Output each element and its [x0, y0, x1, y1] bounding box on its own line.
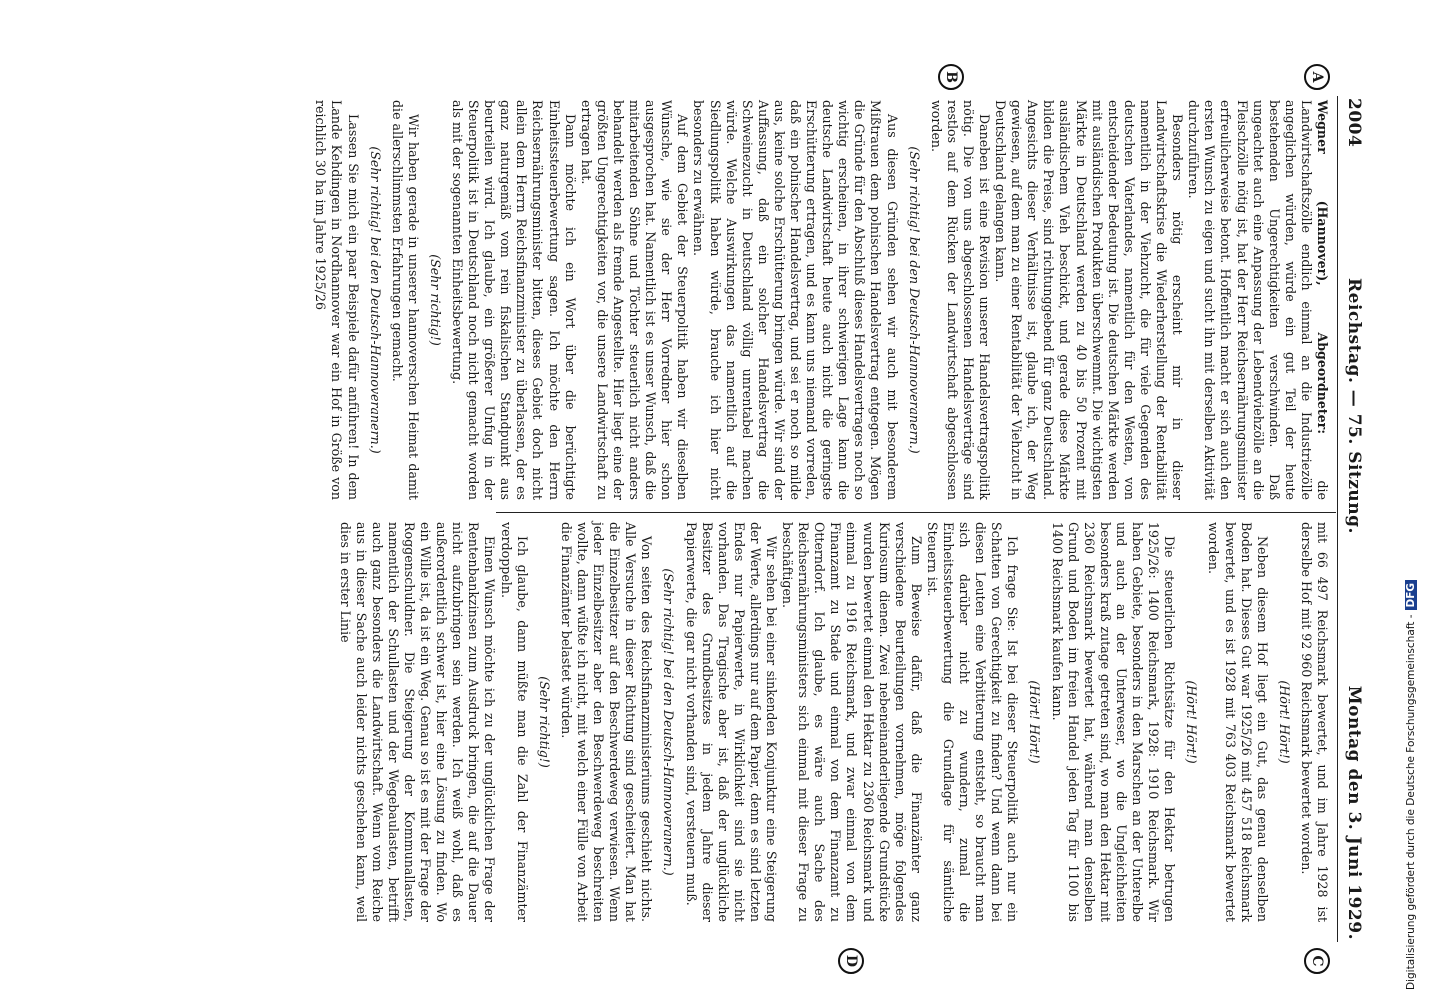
margin-mark-a: A [1304, 64, 1330, 90]
credit-text: Digitalisierung gefördert durch die Deutsche Forschungsgemeinschaft - [1405, 614, 1417, 990]
margin-mark-c: C [1304, 948, 1330, 974]
paragraph: Ich glaube, dann müßte man die Zahl der Finanzämter verdoppeln. [498, 522, 530, 922]
margin-mark-b: B [938, 64, 964, 90]
page-header [1338, 98, 1364, 940]
interjection: (Hört! Hört!) [1027, 680, 1043, 764]
paragraph: mit 66 497 Reichsmark bewertet, und im Jahre 1928 ist derselbe Hof mit 92 960 Reichsmark bewertet worden. [1298, 522, 1330, 922]
session-title: Reichstag. — 75. Sitzung. [1344, 278, 1364, 534]
interjection: (Sehr richtig! bei den Deutsch-Hannoveranern.) [661, 568, 677, 876]
paragraph: Besonders nötig erscheint mir in dieser Landwirtschaftskrise die Wiederherstellung der Rentabilität namentlich in der Viehzucht, die für viele Gegenden des deutschen Vaterlandes, namentlich für den Westen, von entscheidender Bedeutung ist. Die deutschen Märkte werden mit ausländischen Produkten überschwemmt. Die wichtigsten Märkte in Deutschland werden zu 40 bis 50 Prozent mit ausländischem Vieh beschickt, und gerade diese Märkte bilden die Preise, sind richtunggebend für ganz Deutschland. Angesichts dieser Verhältnisse ist, glaube ich, der Weg gewiesen, auf dem man zu einer Rentabilität der Viehzucht in Deutschland gelangen kann. [993, 100, 1186, 500]
digitization-credit-text [1404, 582, 1418, 990]
digitization-credit [1404, 582, 1418, 990]
paragraph: Aus diesen Gründen sehen wir auch mit besonderem Mißtrauen dem polnischen Handelsvertrag entgegen. Mögen die Gründe für den Abschluß dieses Handelsvertrages noch so wichtig erscheinen, in ihrer schwierigen Lage kann die deutsche Landwirtschaft heute auch nicht die geringste Erschütterung ertragen, und es kann uns niemand vorreden, daß ein polnischer Handelsvertrag, und sei er noch so milde aus, keine solche Erschütterung bringen würde. Wir sind der Auffassung, daß ein solcher Handelsvertrag die Schweinezucht in Deutschland völlig unrentabel machen würde. Welche Auswirkungen das namentlich auf die Siedlungspolitik haben würde, brauche ich hier nicht besonders zu erwähnen. [691, 100, 900, 500]
header-rule [1337, 96, 1338, 942]
paragraph: Wir sehen bei einer sinkenden Konjunktur eine Steigerung der Werte, allerdings nur auf dem Papier, denn es sind letzten Endes nur Papierwerte, in Wirklichkeit sind sie nicht vorhanden. Das Tragische aber ist, daß der unglückliche Besitzer des Grundbesitzes in jedem Jahre dieser Papierwerte, die gar nicht vorhanden sind, versteuern muß. [683, 522, 779, 922]
paragraph: Auf dem Gebiet der Steuerpolitik haben wir dieselben Wünsche, wie sie der Herr Vorredner hier schon ausgesprochen hat. Namentlich ist es unser Wunsch, daß die mitarbeitenden Söhne und Töchter steuerlich nicht anders behandelt werden als fremde Angestellte. Hier liegt eine der größten Ungerechtigkeiten vor, die unsere Landwirtschaft zu ertragen hat. [578, 100, 691, 500]
paragraph: Ich frage Sie: Ist bei dieser Steuerpolitik auch nur ein Schatten von Gerechtigkeit zu finden? Und wenn dann bei diesen Leuten eine Verbitterung entsteht, so braucht man sich darüber nicht zu wundern, zumal die Einheitssteuerbewertung die Grundlage für sämtliche Steuern ist. [924, 522, 1021, 922]
right-column [337, 522, 1330, 922]
paragraph: Neben diesem Hof liegt ein Gut, das genau denselben Boden hat. Dieses Gut war 1925/26 mit 457 518 Reichsmark bewertet, und es ist 1928 mit 763 403 Reichsmark bewertet worden. [1206, 522, 1270, 922]
speaker-name: Wegner (Hannover), Abgeordneter: [1315, 100, 1330, 434]
left-column [313, 100, 1330, 500]
interjection: (Hört! Hört!) [1184, 680, 1200, 764]
paragraph-text: die Landwirtschaftszölle endlich einmal an die Industriezölle angeglichen würden, würde ein gut Teil der heute bestehenden Ungerechtigkeiten verschwinden. Daß ungeachtet auch eine Anpassung der Lebendviehzölle an die Fleischzölle nötig ist, hat der Herr Reichsernährungsminister erfreulicherweise betont. Hoffentlich macht er sich auch den ersten Wunsch zu eigen und sucht ihn mit derselben Aktivität durchzuführen. [1186, 100, 1330, 500]
page-number: 2004 [1344, 98, 1364, 148]
paragraph: Lassen Sie mich ein paar Beispiele dafür anführen! In dem Lande Kehdingen in Nordhannover war ein Hof in Größe von reichlich 30 ha im Jahre 1925/26 [313, 100, 361, 500]
interjection: (Hört! Hört!) [1276, 680, 1292, 764]
paragraph: Daneben ist eine Revision unserer Handelsvertragspolitik nötig. Die von uns abgeschlossenen Handelsverträge sind restlos auf dem Rücken der Landwirtschaft abgeschlossen worden. [928, 100, 993, 500]
interjection: (Sehr richtig! bei den Deutsch-Hannoveranern.) [367, 146, 383, 454]
column-divider [496, 512, 1336, 513]
interjection: (Sehr richtig!) [427, 254, 443, 346]
margin-mark-d: D [838, 948, 864, 974]
session-date: Montag den 3. Juni 1929. [1344, 685, 1364, 940]
paragraph: Von seiten des Reichsfinanzministeriums geschieht nichts. Alle Versuche in dieser Richtung sind gescheitert. Man hat die Einzelbesitzer auf den Beschwerdeweg verwiesen. Wenn jeder Einzelbesitzer aber den Beschwerdeweg beschreiten wollte, dann wüßte ich nicht, mit welch einer Fülle von Arbeit die Finanzämter belastet würden. [558, 522, 655, 922]
paragraph: Zum Beweise dafür, daß die Finanzämter ganz verschiedene Beurteilungen vornehmen, möge folgendes Kuriosum dienen. Zwei nebeneinanderliegende Grundstücke wurden bewertet einmal den Hektar zu 2360 Reichsmark und einmal zu 1916 Reichsmark, und zwar einmal von dem Finanzamt zu Stade und einmal von dem Finanzamt zu Otterndorf. Ich glaube, es wäre auch Sache des Reichsernährungsministers sich einmal mit dieser Frage zu beschäftigen. [780, 522, 924, 922]
interjection: (Sehr richtig! bei den Deutsch-Hannoveranern.) [906, 146, 922, 454]
paragraph: Einen Wunsch möchte ich zu der unglücklichen Frage der Rentenbankzinsen zum Ausdruck bringen, die auf die Dauer nicht aufzubringen sein werden. Ich weiß wohl, daß es außerordentlich schwer ist, hier eine Lösung zu finden. Wo ein Wille ist, da ist ein Weg. Genau so ist es mit der Frage der Roggenschuldner. Die Steigerung der Kommunallasten, namentlich der Schullasten und der Wegebaulasten, betrifft auch ganz besonders die Landwirtschaft. Wenn vom Reiche aus in dieser Sache auch leider nichts geschehen kann, weil dies in erster Linie [337, 522, 498, 922]
paragraph: Wir haben gerade in unserer hannoverschen Heimat damit die allerschlimmsten Erfahrungen gemacht. [389, 100, 421, 500]
paragraph: Die steuerlichen Richtsätze für den Hektar betrugen 1925/26: 1400 Reichsmark, 1928: 1910 Reichsmark. Wir haben Gebiete, besonders in den Marschen an der Unterelbe und auch an der Unterweser, wo die Ungleichheiten besonders kraß zutage getreten sind, wo man den Hektar mit 2360 Reichsmark bewertet hat, während man denselben Grund und Boden im freien Handel jeden Tag für 1100 bis 1400 Reichsmark kaufen kann. [1049, 522, 1178, 922]
dfg-logo-icon: DFG [1405, 580, 1417, 611]
interjection: (Sehr richtig!) [536, 676, 552, 768]
paragraph [1185, 100, 1330, 500]
paragraph: Dann möchte ich ein Wort über die berüchtigte Einheitssteuerbewertung sagen. Ich möchte den Herrn Reichsernährungsminister bitten, dieses Gebiet doch nicht allein dem Herrn Reichsfinanzminister zu überlassen, der es ganz naturgemäß vom rein fiskalischen Standpunkt aus beurteilen wird. Ich glaube, ein größerer Unfug in der Steuerpolitik ist in Deutschland noch nicht gemacht worden als mit der sogenannten Einheitsbewertung. [450, 100, 578, 500]
